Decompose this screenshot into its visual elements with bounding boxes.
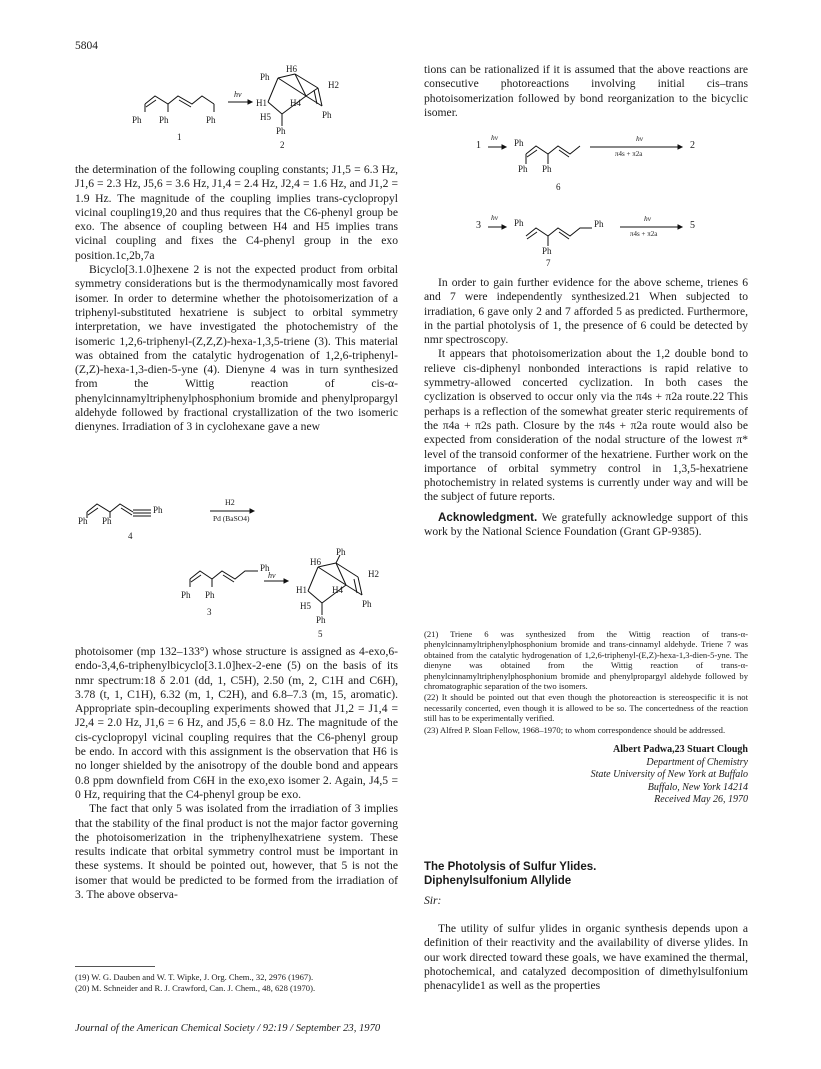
para-sulfur-ylides: The utility of sulfur ylides in organic synthesis depends upon a definition of their reactivity and the availability of diverse ylides. In our work directed toward these goals, we have examined the thermal, photochemical, and catalyzed decomposition of dimethylsulfonium phenacylide1 as well as the properties (424, 922, 748, 993)
scheme-4-ph-c: Ph (542, 164, 552, 174)
scheme-3-ph-b: Ph (205, 590, 215, 600)
new-article-heading (424, 860, 748, 907)
scheme-1-h1: H1 (256, 98, 267, 108)
scheme-1-ph-c: Ph (206, 115, 216, 125)
scheme-1-hv: hν (234, 90, 242, 99)
scheme-1-label-1: 1 (177, 132, 182, 142)
journal-footer: Journal of the American Chemical Society / 92:19 / September 23, 1970 (75, 1023, 381, 1034)
left-footnote-rule (75, 966, 155, 967)
scheme-2 (75, 490, 375, 550)
right-col-new-article (424, 922, 748, 993)
footnote-21: (21) Triene 6 was synthesized from the Wittig reaction of trans-α-phenylcinnamyltriphenylphosphonium bromide and trans-cinnamyl aldehyde. Triene 7 was obtained from the catalytic hydrogenation of 1,2,6-triphenyl-(E,Z)-hexa-1,3-dien-5-yne. The dienyne was obtained from the Wittig reaction of trans-α-phenylcinnamyltriphenylphosphonium bromide and phenylpropargyl aldehyde followed by chromatographic separation of the two isomers. (424, 629, 748, 692)
footnote-23: (23) Alfred P. Sloan Fellow, 1968–1970; to whom correspondence should be addressed. (424, 724, 726, 735)
scheme-3-ph-a: Ph (181, 590, 191, 600)
author-university: State University of New York at Buffalo (590, 769, 748, 781)
scheme-3-h6: H6 (310, 557, 321, 567)
footnote-19: (19) W. G. Dauben and W. T. Wipke, J. Org. Chem., 32, 2976 (1967). (75, 972, 314, 982)
footnote-22: (22) It should be pointed out that even though the photoreaction is stereospecific it is not necessarily concerted, even though it is allowed to be so. The concertedness of the reaction still has to be experimentally verified. (424, 692, 748, 724)
scheme-3-h1: H1 (296, 585, 307, 595)
scheme-3-label-3: 3 (207, 607, 212, 617)
scheme-2-label-4: 4 (128, 531, 133, 541)
ack-text: We gratefully acknowledge support of this work by the National Science Foundation (Grant GP-9385). (424, 510, 748, 539)
author-city: Buffalo, New York 14214 (647, 781, 748, 793)
left-col-top (75, 163, 398, 435)
scheme-4-ph-e: Ph (594, 219, 604, 229)
received-date: Received May 26, 1970 (654, 794, 748, 806)
para-bicyclo: Bicyclo[3.1.0]hexene 2 is not the expected product from orbital symmetry considerations but is the thermodynamically most favored isomer. In order to determine whether the photoisomerization of a triphenyl-substituted hexatriene is subject to orbital symmetry interpretation, we have investigated the photochemistry of the isomeric 1,2,6-triphenyl-(Z,Z,Z)-hexa-1,3,5-triene (3). This material was obtained from the catalytic hydrogenation of 1,2,6-triphenyl-(Z,Z)-hexa-1,3-dien-5-yne (4). Dienyne 4 was in turn synthesized from the Wittig reaction of cis-α-phenylcinnamyltriphenylphosphonium bromide and phenylpropargyl aldehyde followed by fractional crystallization of the two isomeric dienynes. Irradiation of 3 in cyclohexane gave a new (75, 263, 398, 434)
scheme-4-route-a: π4s + π2a (615, 150, 643, 158)
scheme-4-num-3: 3 (476, 220, 481, 231)
para-fact: The fact that only 5 was isolated from the irradiation of 3 implies that the stability of the final product is not the major factor governing the photoisomerization in the triphenylhexatriene system. These results indicate that orbital symmetry control must be important in these systems. It should be pointed out, however, that 5 is not the isomer that would be predicted to be formed from the irradiation of 3. The above observa- (75, 802, 398, 902)
right-footnotes (424, 629, 748, 736)
para-coupling: the determination of the following coupling constants; J1,5 = 6.3 Hz, J1,6 = 2.3 Hz, J5,6 = 3.6 Hz, J1,4 = 2.4 Hz, J2,4 = 1.6 Hz, and J1,2 = 1.9 Hz. The magnitude of the coupling implies trans-cyclopropyl vicinal coupling19,20 and thus requires that the C6-phenyl group be exo. The absence of coupling between H4 and H5 implies trans vicinal coupling and fixes the C4-phenyl group in the exo position.1c,2b,7a (75, 163, 398, 262)
scheme-4-ph-f: Ph (542, 246, 552, 256)
scheme-2-h2: H2 (225, 498, 235, 507)
author-names: Albert Padwa,23 Stuart Clough (612, 744, 748, 755)
scheme-2-ph-b: Ph (102, 516, 112, 526)
para-rationalized: tions can be rationalized if it is assumed that the above reactions are consecutive photoreactions involving initial cis–trans photoisomerization followed by bond reorganization to the bicyclic isomer. (424, 63, 748, 119)
scheme-4-num-5: 5 (690, 220, 695, 231)
scheme-1-ph-a: Ph (132, 115, 142, 125)
scheme-1-h6: H6 (286, 64, 297, 74)
scheme-4-drawing (470, 130, 730, 270)
salutation: Sir: (424, 894, 442, 907)
scheme-3-label-5: 5 (318, 629, 323, 639)
new-article-title-1: The Photolysis of Sulfur Ylides. (424, 861, 597, 873)
scheme-4-ph-a: Ph (514, 138, 524, 148)
scheme-1-h2: H2 (328, 80, 339, 90)
scheme-1-label-2: 2 (280, 140, 285, 150)
scheme-4-num-2: 2 (690, 140, 695, 151)
scheme-4-route-b: π4s + π2a (630, 230, 658, 238)
scheme-4-hv-a: hν (491, 133, 499, 142)
page-number: 5804 (75, 40, 98, 52)
scheme-2-pd: Pd (BaSO4) (213, 514, 250, 523)
new-article-title-2: Diphenylsulfonium Allylide (424, 875, 572, 887)
scheme-1-h5: H5 (260, 112, 271, 122)
author-department: Department of Chemistry (646, 756, 748, 768)
scheme-4-ph-d: Ph (514, 218, 524, 228)
scheme-4-hv-c: hν (491, 213, 499, 222)
para-photoisomer: photoisomer (mp 132–133°) whose structure is assigned as 4-exo,6-endo-3,4,6-triphenylbicyclo[3.1.0]hex-2-ene (5) on the basis of its nmr spectrum:18 δ 2.01 (dd, 1, C5H), 2.50 (m, 2, C1H and C6H), 3.78 (t, 1, C1H), 6.32 (m, 1, C2H), and 6.8–7.3 (m, 15, aromatic). Appropriate spin-decoupling experiments showed that J1,2 = J1,4 = J2,4 = 2.0 Hz, J1,6 = 6 Hz, and J5,6 = 8.0 Hz. The magnitude of the cis-cyclopropyl vicinal coupling requires that the C6-phenyl group be endo. In accord with this assignment is the observation that H6 is no longer shielded by the anisotropy of the double bond and appears 0.8 ppm downfield from C6H in the exo,exo isomer 2. Again, J4,5 = 0 Hz, requiring that the C4-phenyl group be exo. (75, 645, 398, 801)
scheme-2-ph-a: Ph (78, 516, 88, 526)
signature-block (500, 744, 748, 807)
scheme-4-label-6: 6 (556, 182, 561, 192)
footnote-20: (20) M. Schneider and R. J. Crawford, Can. J. Chem., 48, 628 (1970). (75, 983, 316, 994)
scheme-3-drawing (160, 545, 400, 645)
scheme-1-drawing (100, 60, 360, 160)
scheme-1 (100, 60, 360, 160)
scheme-3-ph-bottom: Ph (316, 615, 326, 625)
scheme-2-ph-right: Ph (153, 505, 163, 515)
right-col-main (424, 276, 748, 539)
scheme-3-ph-top: Ph (336, 547, 346, 557)
scheme-3-ph-right: Ph (362, 599, 372, 609)
para-appears: It appears that photoisomerization about the 1,2 double bond to relieve cis-diphenyl nonbonded interactions is rapid relative to symmetry-allowed concerted cyclization. In both cases the cyclization is observed to occur only via the π4s + π2a route.22 This perhaps is a reflection of the somewhat greater steric requirements of the π4a + π2s path. Closure by the π4s + π2a route would also be expected from consideration of the nodal structure of the lowest π* level of the transoid conformer of the hexatriene. Further work on the importance of orbital symmetry control in 1,3,5-hexatriene photochemistry in related systems is currently under way and will be the subject of future reports. (424, 347, 748, 504)
scheme-1-ph-bottom: Ph (276, 126, 286, 136)
right-col-top (424, 63, 748, 120)
scheme-3-h2: H2 (368, 569, 379, 579)
scheme-1-ph-b: Ph (159, 115, 169, 125)
para-evidence: In order to gain further evidence for the above scheme, trienes 6 and 7 were independently synthesized.21 When subjected to irradiation, 6 gave only 2 and 7 afforded 5 as predicted. Furthermore, in the partial photolysis of 1, the presence of 6 could be detected by nmr spectroscopy. (424, 276, 748, 347)
scheme-3-ph-end: Ph (260, 563, 270, 573)
scheme-4-hv-d: hν (644, 214, 652, 223)
scheme-1-ph-right: Ph (322, 110, 332, 120)
left-col-bottom (75, 645, 398, 902)
scheme-3-hv: hν (268, 571, 276, 580)
scheme-3-h4: H4 (332, 585, 343, 595)
ack-heading: Acknowledgment. (438, 510, 538, 524)
scheme-4-label-7: 7 (546, 258, 551, 268)
scheme-1-ph-top: Ph (260, 72, 270, 82)
scheme-4-hv-b: hν (636, 134, 644, 143)
scheme-4-num-1: 1 (476, 140, 481, 151)
scheme-3-h5: H5 (300, 601, 311, 611)
left-footnotes (75, 972, 398, 995)
scheme-4 (470, 130, 730, 270)
para-acknowledgment (424, 511, 748, 540)
scheme-1-h4: H4 (290, 98, 301, 108)
scheme-4-ph-b: Ph (518, 164, 528, 174)
scheme-3 (160, 545, 400, 645)
